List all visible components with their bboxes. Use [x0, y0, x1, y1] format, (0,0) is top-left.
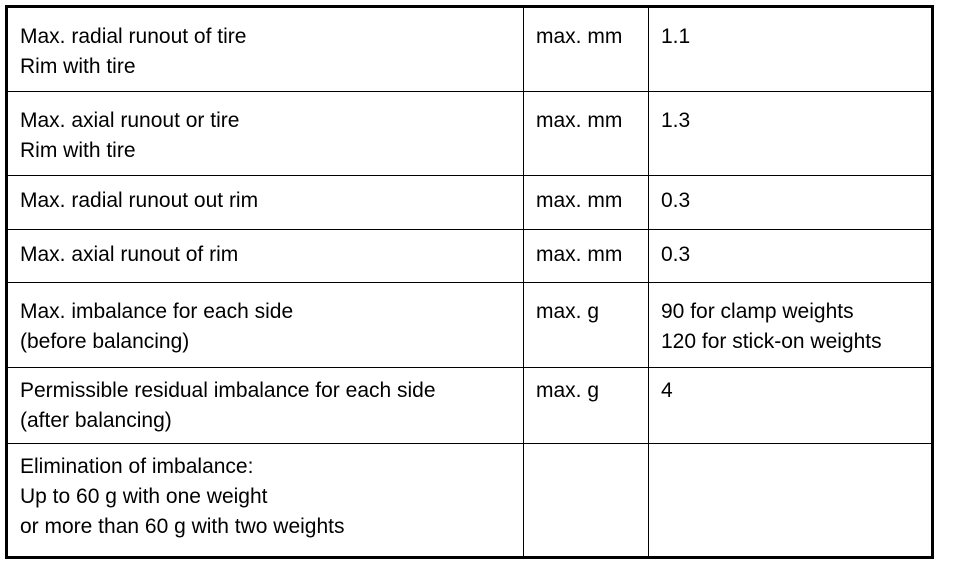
parameter-cell [7, 282, 524, 367]
table-row [7, 7, 933, 92]
unit-cell [524, 444, 649, 558]
unit-cell [524, 367, 649, 444]
unit-text: max. g [536, 299, 600, 323]
table-row [7, 282, 933, 367]
parameter-line: Max. axial runout of rim [20, 242, 239, 266]
table-row [7, 367, 933, 444]
unit-cell [524, 91, 649, 176]
parameter-line: Max. imbalance for each side [20, 299, 294, 323]
parameter-line: Rim with tire [20, 138, 136, 162]
parameter-line: Max. radial runout out rim [20, 189, 259, 213]
unit-text: max. mm [536, 242, 623, 266]
value-cell [649, 229, 933, 282]
value-line: 0.3 [661, 189, 691, 213]
parameter-line: (before balancing) [20, 329, 190, 353]
parameter-line: or more than 60 g with two weights [20, 515, 345, 539]
value-cell [649, 444, 933, 558]
table-row [7, 91, 933, 176]
parameter-line: Permissible residual imbalance for each side [20, 378, 436, 402]
unit-text: max. mm [536, 108, 623, 132]
value-line: 1.3 [661, 108, 691, 132]
value-line: 1.1 [661, 25, 691, 48]
parameter-line: Rim with tire [20, 55, 136, 78]
parameter-line: Max. axial runout or tire [20, 108, 240, 132]
specification-table [5, 5, 934, 559]
parameter-cell [7, 367, 524, 444]
parameter-cell [7, 176, 524, 229]
unit-cell [524, 176, 649, 229]
parameter-cell [7, 229, 524, 282]
unit-text: max. g [536, 378, 600, 402]
value-cell [649, 282, 933, 367]
value-cell [649, 91, 933, 176]
parameter-line: Max. radial runout of tire [20, 25, 247, 48]
unit-text: max. mm [536, 189, 623, 213]
unit-cell [524, 229, 649, 282]
parameter-line: Elimination of imbalance: [20, 455, 254, 479]
parameter-cell [7, 91, 524, 176]
parameter-line: Up to 60 g with one weight [20, 485, 268, 509]
value-cell [649, 176, 933, 229]
value-line: 120 for stick-on weights [661, 329, 882, 353]
value-line: 90 for clamp weights [661, 299, 854, 323]
table-row [7, 444, 933, 558]
table-row [7, 176, 933, 229]
unit-text: max. mm [536, 25, 623, 48]
parameter-cell [7, 444, 524, 558]
value-line: 4 [661, 378, 673, 402]
parameter-cell [7, 7, 524, 92]
parameter-line: (after balancing) [20, 408, 172, 432]
table-row [7, 229, 933, 282]
value-cell [649, 367, 933, 444]
value-line: 0.3 [661, 242, 691, 266]
unit-cell [524, 282, 649, 367]
value-cell [649, 7, 933, 92]
unit-cell [524, 7, 649, 92]
